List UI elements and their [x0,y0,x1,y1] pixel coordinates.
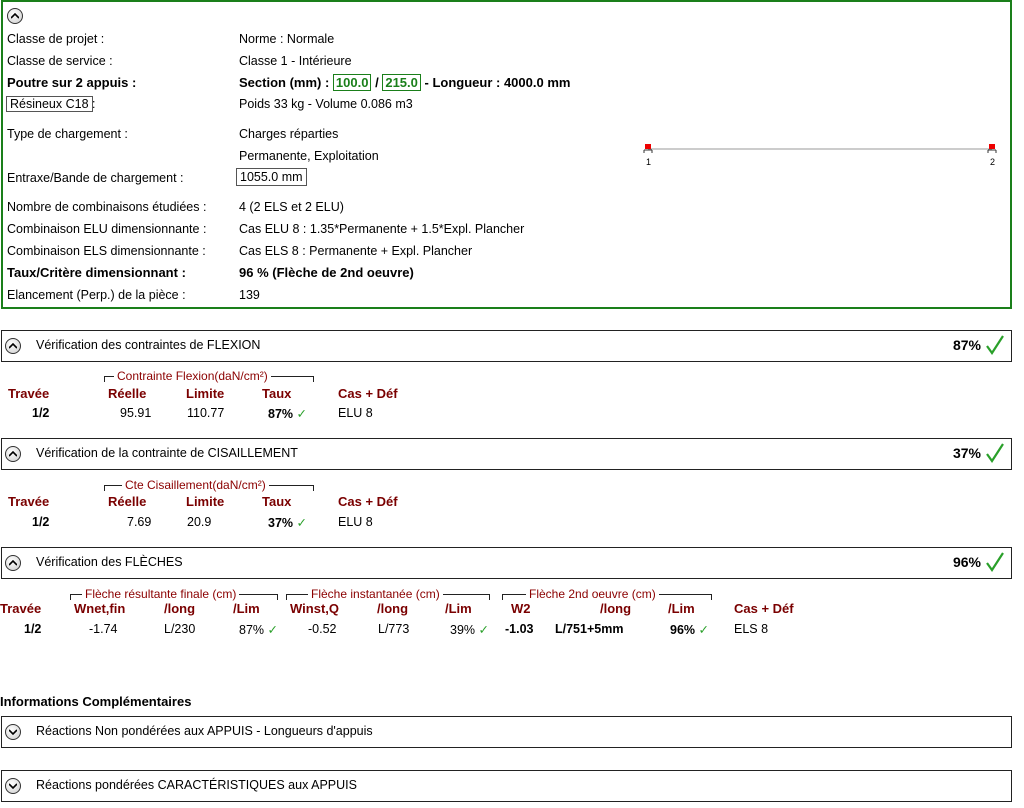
expand-icon[interactable] [5,724,21,740]
cisaillement-title: Vérification de la contrainte de CISAILLEMENT [36,446,298,460]
fleches-pct: 96% [952,554,981,570]
fleche-travee: 1/2 [24,622,42,636]
beam-label: Poutre sur 2 appuis : [7,75,137,90]
fleche-long3: L/751+5mm [555,622,624,636]
info-title: Informations Complémentaires [0,694,192,709]
fleche-lim3 [670,622,709,637]
flexion-taux-value: 87% [268,407,294,421]
summary-panel [1,0,1012,309]
col-wnet-fin: Wnet,fin [74,601,126,616]
beam-diagram [639,140,999,170]
flexion-title: Vérification des contraintes de FLEXION [36,338,261,352]
els-value: Cas ELS 8 : Permanente + Expl. Plancher [239,244,473,258]
fleche-lim3-value: 96% [670,623,696,637]
fleche-lim2 [450,622,489,637]
col-w2: W2 [511,601,531,616]
flexion-cas: ELU 8 [338,406,373,420]
col-taux: Taux [262,494,292,509]
col-limite: Limite [186,386,225,401]
check-icon: ✓ [267,623,278,637]
cisaillement-reelle: 7.69 [127,515,152,529]
fleche-long1: L/230 [164,622,196,636]
fleche-lim1-value: 87% [239,623,265,637]
entraxe-input[interactable]: 1055.0 mm [236,168,307,186]
elu-value: Cas ELU 8 : 1.35*Permanente + 1.5*Expl. Plancher [239,222,525,236]
support-2-marker [989,144,995,149]
weight-volume: Poids 33 kg - Volume 0.086 m3 [239,97,413,111]
fleche-lim1 [239,622,278,637]
col-cas: Cas + Déf [338,494,398,509]
collapse-icon[interactable] [5,446,21,462]
support-2-bracket [988,150,996,153]
cisaillement-taux [268,515,307,530]
taux-label: Taux/Critère dimensionnant : [7,265,186,280]
fleches-panel-header[interactable] [1,547,1012,579]
check-icon: ✓ [296,516,307,530]
elancement-label: Elancement (Perp.) de la pièce : [7,288,186,302]
flexion-taux [268,406,307,421]
section-label: Section (mm) : [239,75,330,90]
check-icon [985,551,1005,573]
col-long-1: /long [164,601,196,616]
combos-value: 4 (2 ELS et 2 ELU) [239,200,344,214]
fleche-winst: -0.52 [308,622,337,636]
col-lim-2: /Lim [445,601,472,616]
col-cas: Cas + Déf [734,601,794,616]
combos-label: Nombre de combinaisons étudiées : [7,200,207,214]
cisaillement-taux-value: 37% [268,516,294,530]
fleche-group2-label: Flèche instantanée (cm) [308,587,443,601]
check-icon [985,334,1005,356]
cisaillement-limite: 20.9 [187,515,212,529]
reactions-non-ponderees-header[interactable] [1,716,1012,748]
project-class-label: Classe de projet : [7,32,105,46]
fleches-title: Vérification des FLÈCHES [36,555,183,569]
collapse-icon[interactable] [5,555,21,571]
material-colon: : [92,97,96,111]
flexion-group-label: Contrainte Flexion(daN/cm²) [114,369,271,383]
support-1-marker [645,144,651,149]
reactions2-title: Réactions pondérées CARACTÉRISTIQUES aux APPUIS [36,778,357,792]
support-2-label: 2 [990,157,996,167]
section-line [239,75,570,90]
service-class-value: Classe 1 - Intérieure [239,54,352,68]
col-travee: Travée [0,601,42,616]
fleche-lim2-value: 39% [450,623,476,637]
col-reelle: Réelle [108,386,147,401]
fleche-group1-label: Flèche résultante finale (cm) [82,587,239,601]
flexion-reelle: 95.91 [120,406,152,420]
entraxe-label: Entraxe/Bande de chargement : [7,171,184,185]
cisaillement-travee: 1/2 [32,515,50,529]
col-long-2: /long [377,601,409,616]
cisaillement-cas: ELU 8 [338,515,373,529]
collapse-icon[interactable] [5,338,21,354]
fleche-wnet: -1.74 [89,622,118,636]
flexion-pct: 87% [952,337,981,353]
cisaillement-group-label: Cte Cisaillement(daN/cm²) [122,478,269,492]
flexion-travee: 1/2 [32,406,50,420]
service-class-label: Classe de service : [7,54,113,68]
cisaillement-pct: 37% [952,445,981,461]
project-class-value: Norme : Normale [239,32,335,46]
check-icon: ✓ [478,623,489,637]
elancement-value: 139 [239,288,260,302]
support-1-label: 1 [646,157,652,167]
elu-label: Combinaison ELU dimensionnante : [7,222,207,236]
reactions1-title: Réactions Non pondérées aux APPUIS - Longueurs d'appuis [36,724,373,738]
section-width-input[interactable]: 100.0 [333,74,372,91]
check-icon: ✓ [296,407,307,421]
flexion-limite: 110.77 [187,406,225,420]
load-type-label: Type de chargement : [7,127,128,141]
col-taux: Taux [262,386,292,401]
support-1-bracket [644,150,652,153]
fleche-w2: -1.03 [505,622,534,636]
expand-icon[interactable] [5,778,21,794]
col-travee: Travée [8,386,50,401]
col-limite: Limite [186,494,225,509]
taux-value: 96 % (Flèche de 2nd oeuvre) [239,265,414,280]
col-travee: Travée [8,494,50,509]
check-icon [985,442,1005,464]
col-lim-3: /Lim [668,601,695,616]
fleche-cas: ELS 8 [734,622,769,636]
col-reelle: Réelle [108,494,147,509]
check-icon: ✓ [698,623,709,637]
reactions-ponderees-header[interactable] [1,770,1012,802]
cisaillement-panel-header[interactable] [1,438,1012,470]
flexion-panel-header[interactable] [1,330,1012,362]
section-sep: / [375,75,379,90]
collapse-icon[interactable] [7,8,23,24]
col-winst-q: Winst,Q [290,601,339,616]
fleche-group3-label: Flèche 2nd oeuvre (cm) [526,587,659,601]
col-long-3: /long [600,601,632,616]
fleche-long2: L/773 [378,622,410,636]
material-button[interactable]: Résineux C18 [6,96,93,112]
col-cas: Cas + Déf [338,386,398,401]
load-cases: Permanente, Exploitation [239,149,379,163]
col-lim-1: /Lim [233,601,260,616]
els-label: Combinaison ELS dimensionnante : [7,244,206,258]
section-height-input[interactable]: 215.0 [382,74,421,91]
load-type-value: Charges réparties [239,127,339,141]
length-text: - Longueur : 4000.0 mm [424,75,571,90]
